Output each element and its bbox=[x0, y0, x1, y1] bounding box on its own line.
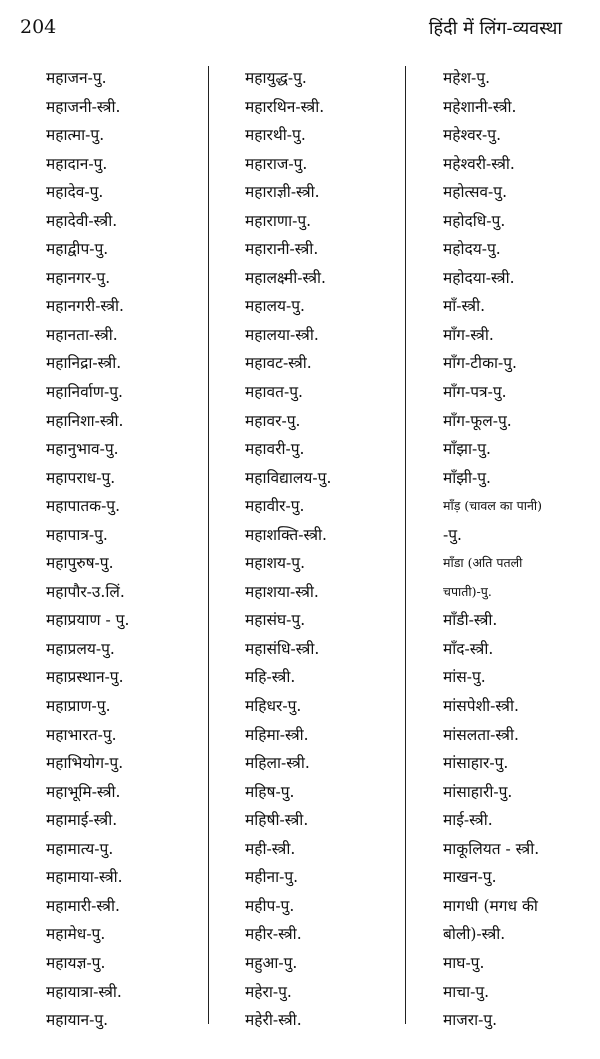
word-entry: महायुद्ध-पु. bbox=[245, 69, 307, 87]
word-entry: महापातक-पु. bbox=[46, 497, 121, 516]
word-entry: मांसलता-स्त्री. bbox=[443, 725, 519, 744]
word-entry: महानता-स्त्री. bbox=[46, 325, 118, 344]
word-entry: माँड़ (चावल का पानी) bbox=[443, 498, 543, 514]
word-entry: महोदया-स्त्री. bbox=[443, 268, 515, 287]
word-entry: महाजनी-स्त्री. bbox=[46, 97, 121, 116]
word-entry: महालक्ष्मी-स्त्री. bbox=[245, 268, 326, 287]
word-entry: महावत-पु. bbox=[245, 383, 303, 402]
word-entry: महेरा-पु. bbox=[245, 982, 292, 1001]
word-entry: मांसपेशी-स्त्री. bbox=[443, 697, 519, 716]
word-entry: माँ-स्त्री. bbox=[443, 297, 486, 316]
word-entry: मही-स्त्री. bbox=[245, 839, 296, 858]
word-entry: महीर-स्त्री. bbox=[245, 925, 302, 944]
word-entry: मागधी (मगध की bbox=[443, 896, 538, 915]
word-entry: महाद्वीप-पु. bbox=[46, 240, 109, 259]
word-entry: महाशया-स्त्री. bbox=[245, 582, 319, 601]
word-entry: महालय-पु. bbox=[245, 297, 305, 316]
word-entry: महोदधि-पु. bbox=[443, 211, 506, 230]
word-entry: माखन-पु. bbox=[443, 868, 497, 887]
word-entry: महानिद्रा-स्त्री. bbox=[46, 354, 122, 373]
word-entry: महीना-पु. bbox=[245, 868, 299, 887]
word-entry: माई-स्त्री. bbox=[443, 811, 493, 830]
word-entry: महारथिन-स्त्री. bbox=[245, 97, 325, 116]
word-entry: महादान-पु. bbox=[46, 154, 108, 173]
page-number: 204 bbox=[20, 16, 57, 38]
word-entry: माँग-पत्र-पु. bbox=[443, 383, 507, 402]
word-entry: महासंधि-स्त्री. bbox=[245, 639, 320, 658]
word-entry: महाभियोग-पु. bbox=[46, 754, 124, 773]
word-entry: महानिर्वाण-पु. bbox=[46, 383, 123, 402]
word-entry: मांसाहारी-पु. bbox=[443, 782, 513, 801]
word-entry: महाराज्ञी-स्त्री. bbox=[245, 183, 320, 202]
word-entry: महापुरुष-पु. bbox=[46, 554, 114, 573]
word-entry: महारथी-पु. bbox=[245, 126, 306, 145]
word-entry: महेरी-स्त्री. bbox=[245, 1011, 302, 1030]
word-entry: महाराणा-पु. bbox=[245, 211, 312, 230]
word-entry: माकूलियत - स्त्री. bbox=[443, 839, 540, 858]
word-entry: माँझा-पु. bbox=[443, 440, 491, 459]
word-entry: महेश्वर-पु. bbox=[443, 126, 502, 145]
word-entry: महोदय-पु. bbox=[443, 240, 501, 259]
running-title: हिंदी में लिंग-व्यवस्था bbox=[428, 18, 562, 39]
word-column-2 bbox=[245, 64, 405, 1035]
column-divider bbox=[208, 66, 209, 1024]
word-entry: महानगरी-स्त्री. bbox=[46, 297, 124, 316]
word-entry: महाप्रयाण - पु. bbox=[46, 611, 130, 630]
word-entry: माजरा-पु. bbox=[443, 1011, 498, 1030]
word-entry: महाप्रस्थान-पु. bbox=[46, 668, 124, 687]
word-entry: महोत्सव-पु. bbox=[443, 183, 508, 202]
word-entry: महारानी-स्त्री. bbox=[245, 240, 319, 259]
word-entry: माँद-स्त्री. bbox=[443, 639, 494, 658]
word-entry: माँग-टीका-पु. bbox=[443, 354, 517, 373]
word-entry: महिधर-पु. bbox=[245, 697, 302, 716]
word-entry: महायज्ञ-पु. bbox=[46, 953, 106, 972]
word-entry: महाभारत-पु. bbox=[46, 725, 117, 744]
word-entry: महीप-पु. bbox=[245, 896, 295, 915]
word-entry: महाप्राण-पु. bbox=[46, 697, 111, 716]
word-entry: महापराध-पु. bbox=[46, 468, 116, 487]
word-entry: महाशय-पु. bbox=[245, 554, 306, 573]
word-entry: महुआ-पु. bbox=[245, 953, 298, 972]
word-entry: महायात्रा-स्त्री. bbox=[46, 982, 122, 1001]
word-entry: माघ-पु. bbox=[443, 953, 485, 972]
word-entry: महालया-स्त्री. bbox=[245, 325, 319, 344]
word-entry: माँडी-स्त्री. bbox=[443, 611, 498, 630]
column-divider bbox=[405, 66, 406, 1024]
word-entry: महादेव-पु. bbox=[46, 183, 104, 202]
word-entry: महाशक्ति-स्त्री. bbox=[245, 525, 327, 544]
word-entry: महाविद्यालय-पु. bbox=[245, 468, 332, 487]
word-entry: महामात्य-पु. bbox=[46, 839, 114, 858]
word-entry: महानगर-पु. bbox=[46, 268, 111, 287]
word-entry: महायान-पु. bbox=[46, 1011, 109, 1030]
word-entry: महापौर-उ.लिं. bbox=[46, 582, 125, 601]
word-entry: महेश-पु. bbox=[443, 69, 491, 87]
word-entry: माचा-पु. bbox=[443, 982, 490, 1001]
word-entry: चपाती)-पु. bbox=[443, 583, 492, 599]
word-entry: महात्मा-पु. bbox=[46, 126, 105, 145]
word-entry: महि-स्त्री. bbox=[245, 668, 296, 687]
word-entry: महिमा-स्त्री. bbox=[245, 725, 309, 744]
word-entry: माँझी-पु. bbox=[443, 468, 491, 487]
word-entry: महावर-पु. bbox=[245, 411, 301, 430]
word-entry: महासंघ-पु. bbox=[245, 611, 306, 630]
word-entry: मांस-पु. bbox=[443, 668, 486, 687]
word-entry: महावट-स्त्री. bbox=[245, 354, 312, 373]
word-entry: महापात्र-पु. bbox=[46, 525, 108, 544]
word-entry: महावरी-पु. bbox=[245, 440, 305, 459]
word-entry: -पु. bbox=[443, 525, 462, 544]
word-entry: मांसाहार-पु. bbox=[443, 754, 509, 773]
word-entry: महाराज-पु. bbox=[245, 154, 308, 173]
word-entry: महामाई-स्त्री. bbox=[46, 811, 118, 830]
word-entry: माँग-स्त्री. bbox=[443, 325, 494, 344]
word-entry: महिला-स्त्री. bbox=[245, 754, 310, 773]
word-entry: महिषी-स्त्री. bbox=[245, 811, 309, 830]
word-entry: माँग-फूल-पु. bbox=[443, 411, 512, 430]
word-entry: बोली)-स्त्री. bbox=[443, 925, 506, 944]
word-column-3 bbox=[443, 64, 588, 1035]
word-entry: महेश्वरी-स्त्री. bbox=[443, 154, 515, 173]
word-column-1 bbox=[46, 64, 206, 1035]
word-entry: महादेवी-स्त्री. bbox=[46, 211, 118, 230]
word-entry: महामारी-स्त्री. bbox=[46, 896, 120, 915]
word-entry: महाप्रलय-पु. bbox=[46, 639, 115, 658]
word-entry: महाभूमि-स्त्री. bbox=[46, 782, 121, 801]
word-entry: माँडा (अति पतली bbox=[443, 555, 523, 571]
word-entry: महानुभाव-पु. bbox=[46, 440, 119, 459]
word-entry: महानिशा-स्त्री. bbox=[46, 411, 124, 430]
word-entry: महामाया-स्त्री. bbox=[46, 868, 123, 887]
word-entry: महेशानी-स्त्री. bbox=[443, 97, 517, 116]
word-entry: महिष-पु. bbox=[245, 782, 295, 801]
word-entry: महामेध-पु. bbox=[46, 925, 106, 944]
word-entry: महाजन-पु. bbox=[46, 69, 107, 87]
word-entry: महावीर-पु. bbox=[245, 497, 305, 516]
